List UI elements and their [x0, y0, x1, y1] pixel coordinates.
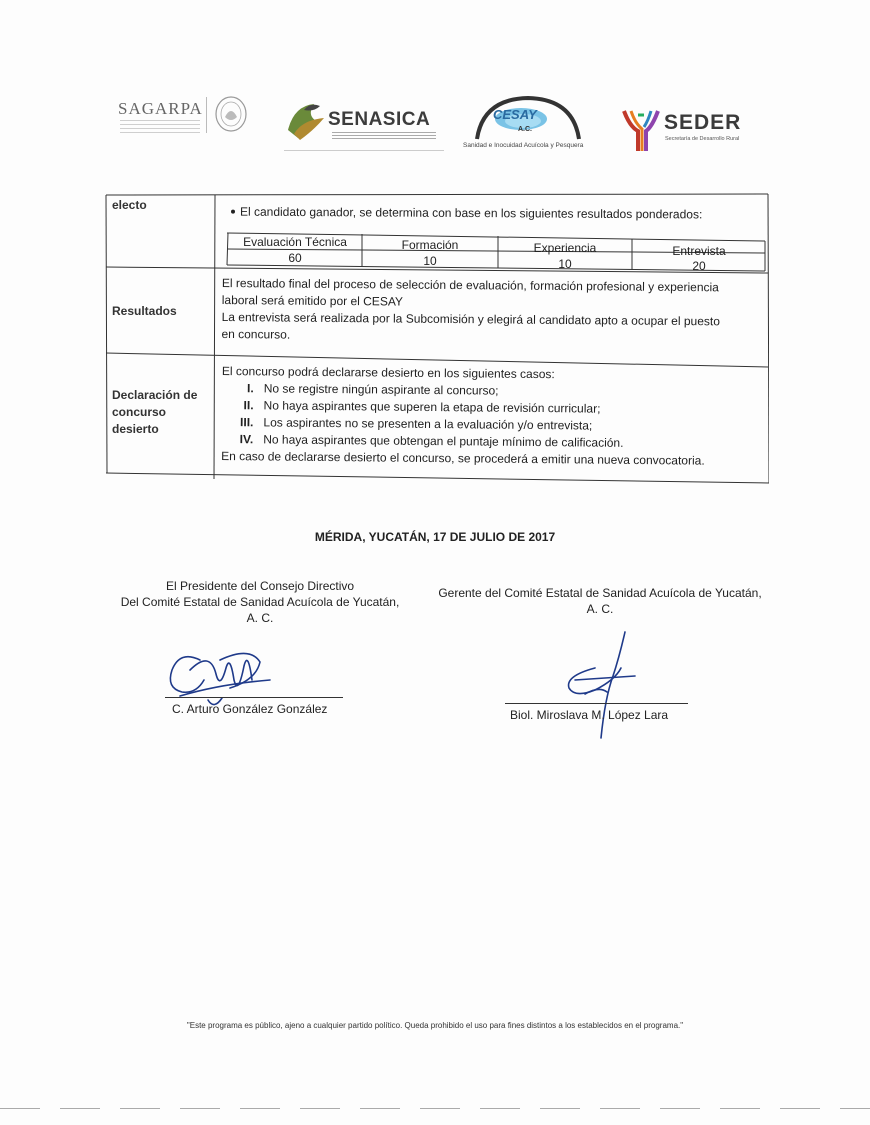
sagarpa-subtitle-lines — [120, 120, 200, 136]
right-signatory-name: Biol. Miroslava M. López Lara — [510, 708, 669, 722]
resultados-line: La entrevista será realizada por la Subcomisión y elegirá al candidato apto a ocupar el puesto — [221, 309, 720, 329]
seder-logo — [620, 105, 750, 157]
desierto-intro: El concurso podrá declararse desierto en los siguientes casos: — [221, 363, 555, 382]
footer-disclaimer: "Este programa es público, ajeno a cualquier partido político. Queda prohibido el uso para fines distintos a los establecidos en el programa." — [186, 1021, 684, 1030]
cesay-logo — [463, 95, 593, 153]
desierto-closing: En caso de declararse desierto el concurso, se procederá a emitir una nueva convocatoria. — [221, 448, 705, 468]
seder-emblem-icon — [620, 107, 662, 153]
role-line: El Presidente del Consejo Directivo — [165, 579, 355, 593]
weights-header-experiencia: Experiencia — [533, 241, 597, 255]
desierto-label — [112, 387, 197, 438]
role-line: Gerente del Comité Estatal de Sanidad Acuícola de Yucatán, — [438, 586, 762, 600]
senasica-emblem-icon — [284, 100, 330, 142]
place-date: MÉRIDA, YUCATÁN, 17 DE JULIO DE 2017 — [314, 530, 556, 544]
role-line: A. C. — [586, 602, 614, 616]
weights-value-evaluacion: 60 — [288, 251, 302, 265]
desierto-label-line: desierto — [112, 422, 159, 436]
item-text: No haya aspirantes que superen la etapa de revisión curricular; — [263, 398, 601, 416]
cesay-suffix: A.C. — [518, 126, 532, 133]
bullet-icon — [231, 210, 235, 214]
mexico-seal-icon — [214, 95, 248, 133]
weights-header-evaluacion: Evaluación Técnica — [243, 235, 347, 249]
left-signature-line — [165, 697, 343, 698]
weights-value-formacion: 10 — [423, 254, 437, 268]
seder-subtitle: Secretaría de Desarrollo Rural — [665, 136, 740, 142]
requirements-table — [104, 193, 769, 484]
left-signatory-name: C. Arturo González González — [172, 702, 328, 716]
resultados-label: Resultados — [112, 304, 177, 318]
item-number: III. — [240, 415, 254, 430]
right-signature-icon — [555, 628, 645, 740]
weights-value-entrevista: 20 — [692, 259, 706, 273]
role-line: A. C. — [246, 611, 274, 625]
senasica-subtitle-lines — [332, 132, 436, 140]
cesay-tagline: Sanidad e Inocuidad Acuícola y Pesquera — [463, 142, 584, 149]
weights-header-entrevista: Entrevista — [672, 244, 726, 258]
sagarpa-divider — [206, 97, 207, 133]
resultados-line: laboral será emitido por el CESAY — [221, 292, 404, 309]
resultados-line: El resultado final del proceso de selección de evaluación, formación profesional y experiencia — [221, 275, 719, 295]
weights-header-formacion: Formación — [401, 238, 459, 252]
electo-bullet-text: El candidato ganador, se determina con base en los siguientes resultados ponderados: — [239, 204, 703, 222]
scan-edge-line — [0, 1108, 870, 1109]
resultados-text — [221, 275, 720, 347]
right-signatory-role — [410, 585, 790, 617]
desierto-text — [221, 363, 706, 470]
item-number: I. — [247, 381, 254, 396]
sagarpa-wordmark: SAGARPA — [118, 99, 203, 118]
weights-value-experiencia: 10 — [558, 257, 572, 271]
electo-label: electo — [112, 198, 147, 212]
item-number: IV. — [239, 432, 254, 447]
item-text: No se registre ningún aspirante al concurso; — [263, 381, 499, 398]
cesay-wordmark: CESAY — [493, 107, 537, 122]
sagarpa-logo — [118, 95, 248, 140]
seder-wordmark: SEDER — [664, 111, 742, 134]
item-text: No haya aspirantes que obtengan el puntaje mínimo de calificación. — [263, 432, 624, 450]
senasica-logo — [284, 100, 444, 148]
desierto-label-line: Declaración de — [112, 388, 198, 402]
electo-bullet-line — [228, 204, 702, 224]
role-line: Del Comité Estatal de Sanidad Acuícola de Yucatán, — [120, 595, 400, 609]
right-signature-line — [505, 703, 688, 704]
resultados-line: en concurso. — [221, 326, 291, 342]
left-signatory-role — [100, 578, 420, 626]
senasica-wordmark: SENASICA — [328, 109, 431, 130]
senasica-rule — [284, 150, 444, 151]
desierto-label-line: concurso — [112, 405, 167, 419]
item-text: Los aspirantes no se presenten a la evaluación y/o entrevista; — [263, 415, 593, 433]
item-number: II. — [243, 398, 254, 413]
